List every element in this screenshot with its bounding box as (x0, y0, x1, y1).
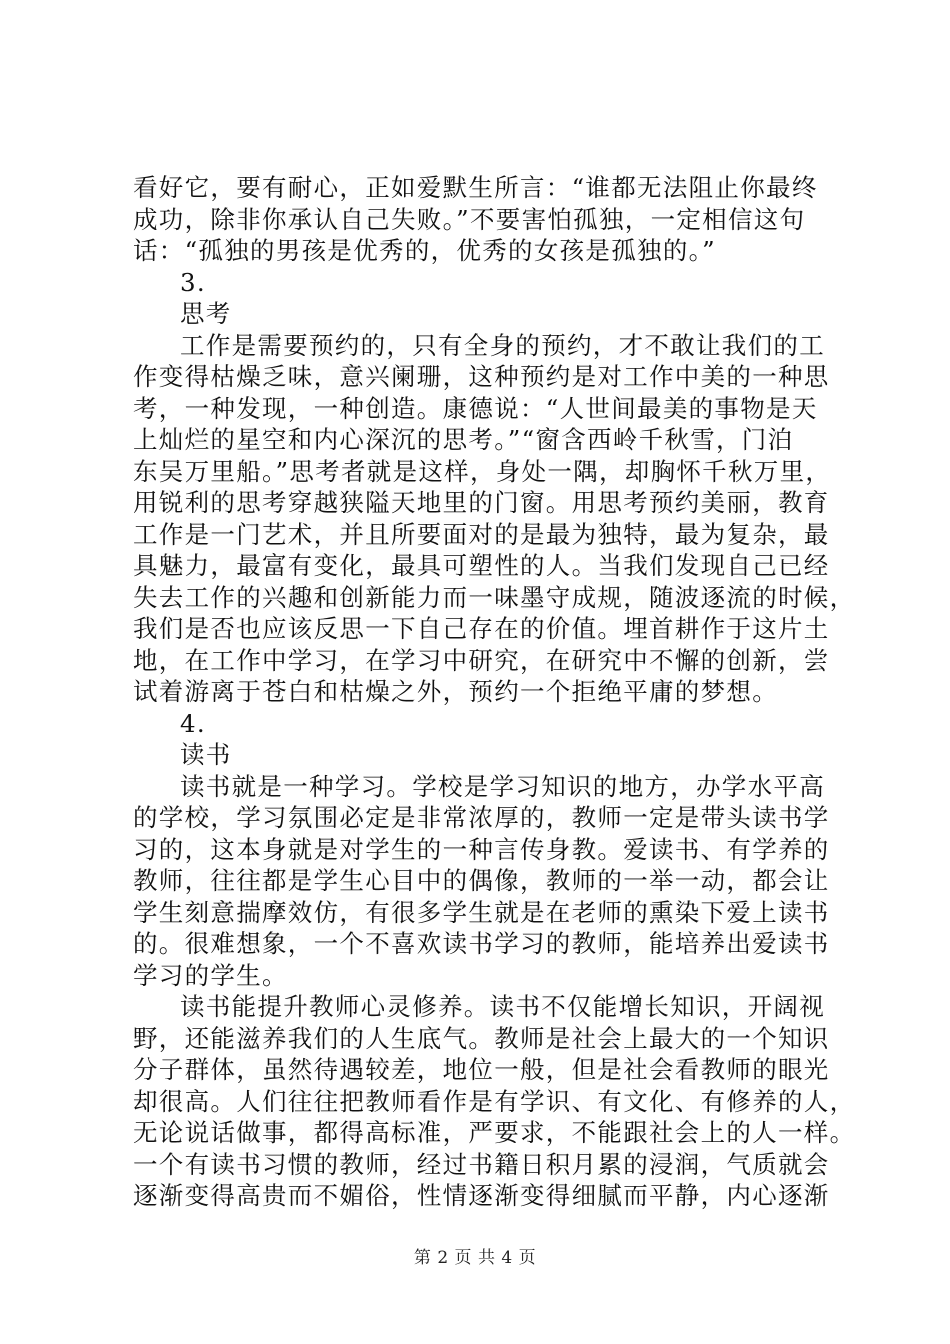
text-line: 作变得枯燥乏味，意兴阑珊，这种预约是对工作中美的一种思 (133, 362, 830, 391)
text-line: 读书能提升教师心灵修养。读书不仅能增长知识，开阔视 (180, 992, 825, 1021)
text-line: 我们是否也应该反思一下自己存在的价值。埋首耕作于这片土 (133, 614, 830, 643)
text-line: 上灿烂的星空和内心深沉的思考。”“窗含西岭千秋雪，门泊 (133, 425, 794, 454)
text-line: 成功，除非你承认自己失败。”不要害怕孤独，一定相信这句 (133, 204, 806, 234)
text-line: 教师，往往都是学生心目中的偶像，教师的一举一动，都会让 (133, 866, 830, 895)
text-line: 思考 (180, 299, 232, 328)
text-line: 分子群体，虽然待遇较差，地位一般，但是社会看教师的眼光 (133, 1055, 830, 1084)
text-line: 野，还能滋养我们的人生底气。教师是社会上最大的一个知识 (133, 1023, 830, 1053)
page-footer: 第 2 页 共 4 页 (413, 1248, 537, 1268)
text-line: 失去工作的兴趣和创新能力而一味墨守成规，随波逐流的时候， (133, 582, 856, 612)
text-line: 3. (180, 267, 206, 297)
text-line: 学生刻意揣摩效仿，有很多学生就是在老师的熏染下爱上读书 (133, 897, 830, 927)
text-line: 逐渐变得高贵而不媚俗，性情逐渐变得细腻而平静，内心逐渐 (133, 1181, 830, 1210)
text-line: 一个有读书习惯的教师，经过书籍日积月累的浸润，气质就会 (133, 1149, 830, 1179)
text-line: 用锐利的思考穿越狭隘天地里的门窗。用思考预约美丽，教育 (133, 488, 830, 517)
text-line: 看好它，要有耐心，正如爱默生所言：“谁都无法阻止你最终 (133, 173, 818, 202)
text-line: 工作是需要预约的，只有全身的预约，才不敢让我们的工 (180, 330, 825, 360)
text-line: 习的，这本身就是对学生的一种言传身教。爱读书、有学养的 (133, 834, 830, 864)
text-line: 工作是一门艺术，并且所要面对的是最为独特，最为复杂，最 (133, 519, 830, 549)
document-body (133, 172, 856, 1212)
text-line: 的。很难想象，一个不喜欢读书学习的教师，能培养出爱读书 (133, 929, 830, 958)
text-line: 学习的学生。 (133, 960, 288, 990)
text-line: 的学校，学习氛围必定是非常浓厚的，教师一定是带头读书学 (133, 803, 830, 832)
text-line: 却很高。人们往往把教师看作是有学识、有文化、有修养的人， (133, 1086, 856, 1116)
text-line: 无论说话做事，都得高标准，严要求，不能跟社会上的人一样。 (133, 1118, 856, 1147)
text-line: 具魅力，最富有变化，最具可塑性的人。当我们发现自己已经 (133, 551, 830, 580)
text-line: 考，一种发现，一种创造。康德说：“人世间最美的事物是天 (133, 393, 818, 423)
text-line: 4. (180, 708, 206, 738)
text-line: 读书就是一种学习。学校是学习知识的地方，办学水平高 (180, 771, 825, 801)
text-line: 地，在工作中学习，在学习中研究，在研究中不懈的创新，尝 (133, 645, 830, 675)
text-line: 话：“孤独的男孩是优秀的，优秀的女孩是孤独的。” (133, 236, 716, 265)
text-line: 读书 (180, 740, 232, 769)
text-line: 东吴万里船。”思考者就是这样，身处一隅，却胸怀千秋万里， (133, 456, 832, 486)
text-line: 试着游离于苍白和枯燥之外，预约一个拒绝平庸的梦想。 (133, 677, 778, 706)
